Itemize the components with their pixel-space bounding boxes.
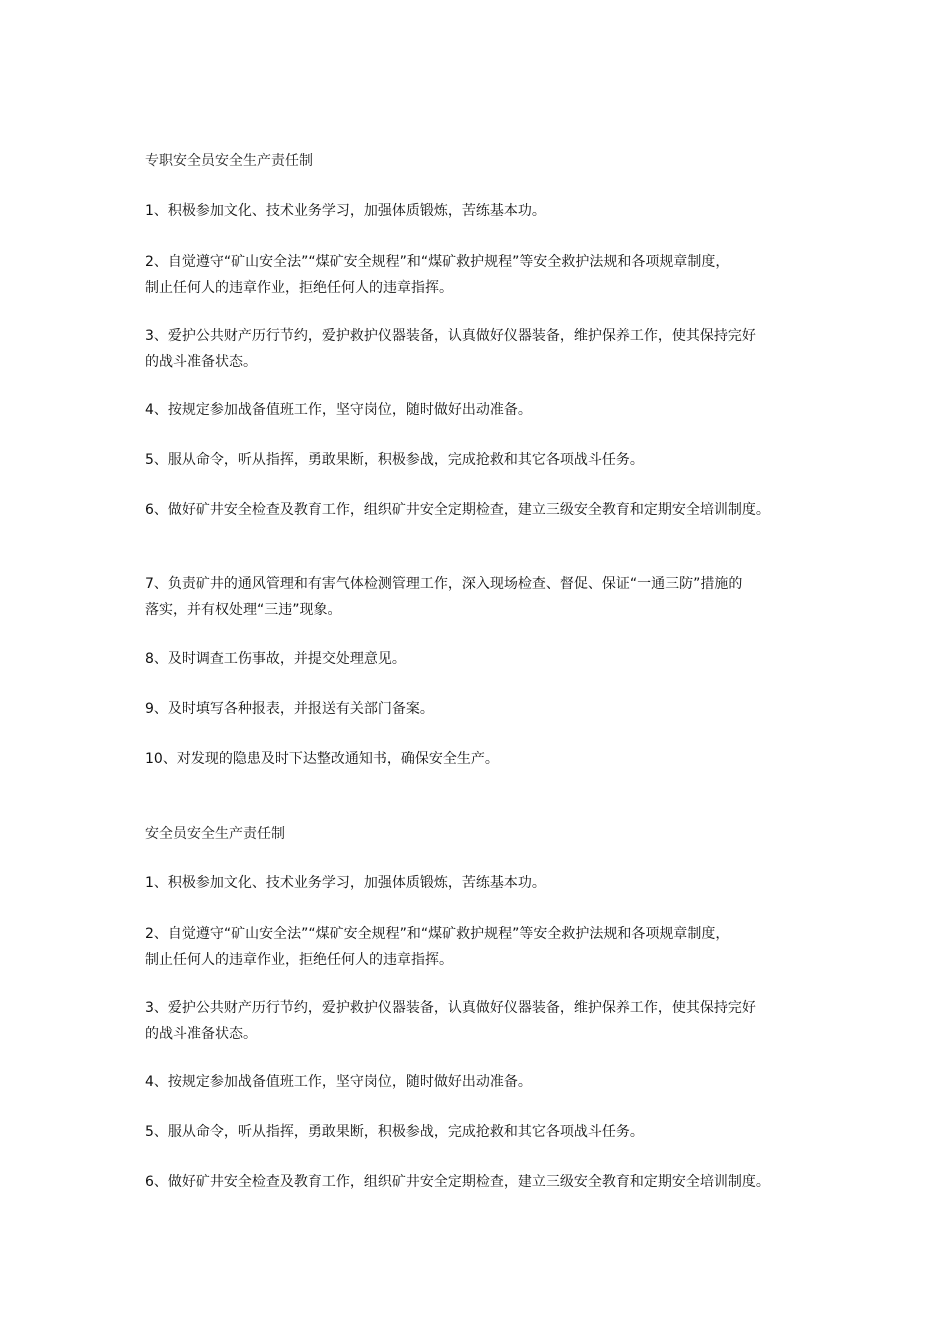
paragraph-line: 制止任何人的违章作业，拒绝任何人的违章指挥。 <box>145 952 453 968</box>
list-item <box>145 921 825 973</box>
list-item <box>145 198 825 224</box>
paragraph-line: 1、积极参加文化、技术业务学习，加强体质锻炼，苦练基本功。 <box>145 203 546 219</box>
paragraph-line: 2、自觉遵守“矿山安全法”“煤矿安全规程”和“煤矿救护规程”等安全救护法规和各项规章制度， <box>145 254 730 270</box>
list-item <box>145 746 825 772</box>
list-item <box>145 1069 825 1095</box>
paragraph-line: 9、及时填写各种报表，并报送有关部门备案。 <box>145 701 434 717</box>
paragraph-line: 4、按规定参加战备值班工作，坚守岗位，随时做好出动准备。 <box>145 402 532 418</box>
list-item <box>145 497 825 523</box>
list-item <box>145 571 825 623</box>
section-title: 专职安全员安全生产责任制 <box>145 153 313 169</box>
list-item <box>145 397 825 423</box>
paragraph-line: 制止任何人的违章作业，拒绝任何人的违章指挥。 <box>145 280 453 296</box>
paragraph-line: 8、及时调查工伤事故，并提交处理意见。 <box>145 651 406 667</box>
list-item <box>145 646 825 672</box>
paragraph-line: 的战斗准备状态。 <box>145 354 257 370</box>
paragraph-line: 的战斗准备状态。 <box>145 1026 257 1042</box>
paragraph-line: 10、对发现的隐患及时下达整改通知书，确保安全生产。 <box>145 751 499 767</box>
paragraph-line: 6、做好矿井安全检查及教育工作，组织矿井安全定期检查，建立三级安全教育和定期安全培训制度。 <box>145 502 770 518</box>
list-item <box>145 447 825 473</box>
list-item <box>145 249 825 301</box>
list-item <box>145 1169 825 1195</box>
paragraph-line: 5、服从命令，听从指挥，勇敢果断，积极参战，完成抢救和其它各项战斗任务。 <box>145 1124 644 1140</box>
section-title: 安全员安全生产责任制 <box>145 826 285 842</box>
paragraph-line: 落实，并有权处理“三违”现象。 <box>145 602 342 618</box>
list-item <box>145 995 825 1047</box>
paragraph-line: 6、做好矿井安全检查及教育工作，组织矿井安全定期检查，建立三级安全教育和定期安全培训制度。 <box>145 1174 770 1190</box>
list-item <box>145 1119 825 1145</box>
paragraph-line: 1、积极参加文化、技术业务学习，加强体质锻炼，苦练基本功。 <box>145 875 546 891</box>
paragraph-line: 3、爱护公共财产历行节约，爱护救护仪器装备，认真做好仪器装备，维护保养工作，使其保持完好 <box>145 328 756 344</box>
list-item <box>145 323 825 375</box>
paragraph-line: 5、服从命令，听从指挥，勇敢果断，积极参战，完成抢救和其它各项战斗任务。 <box>145 452 644 468</box>
paragraph-line: 7、负责矿井的通风管理和有害气体检测管理工作，深入现场检查、督促、保证“一通三防”措施的 <box>145 576 743 592</box>
paragraph-line: 3、爱护公共财产历行节约，爱护救护仪器装备，认真做好仪器装备，维护保养工作，使其保持完好 <box>145 1000 756 1016</box>
paragraph-line: 4、按规定参加战备值班工作，坚守岗位，随时做好出动准备。 <box>145 1074 532 1090</box>
list-item <box>145 696 825 722</box>
list-item <box>145 870 825 896</box>
paragraph-line: 2、自觉遵守“矿山安全法”“煤矿安全规程”和“煤矿救护规程”等安全救护法规和各项规章制度， <box>145 926 730 942</box>
